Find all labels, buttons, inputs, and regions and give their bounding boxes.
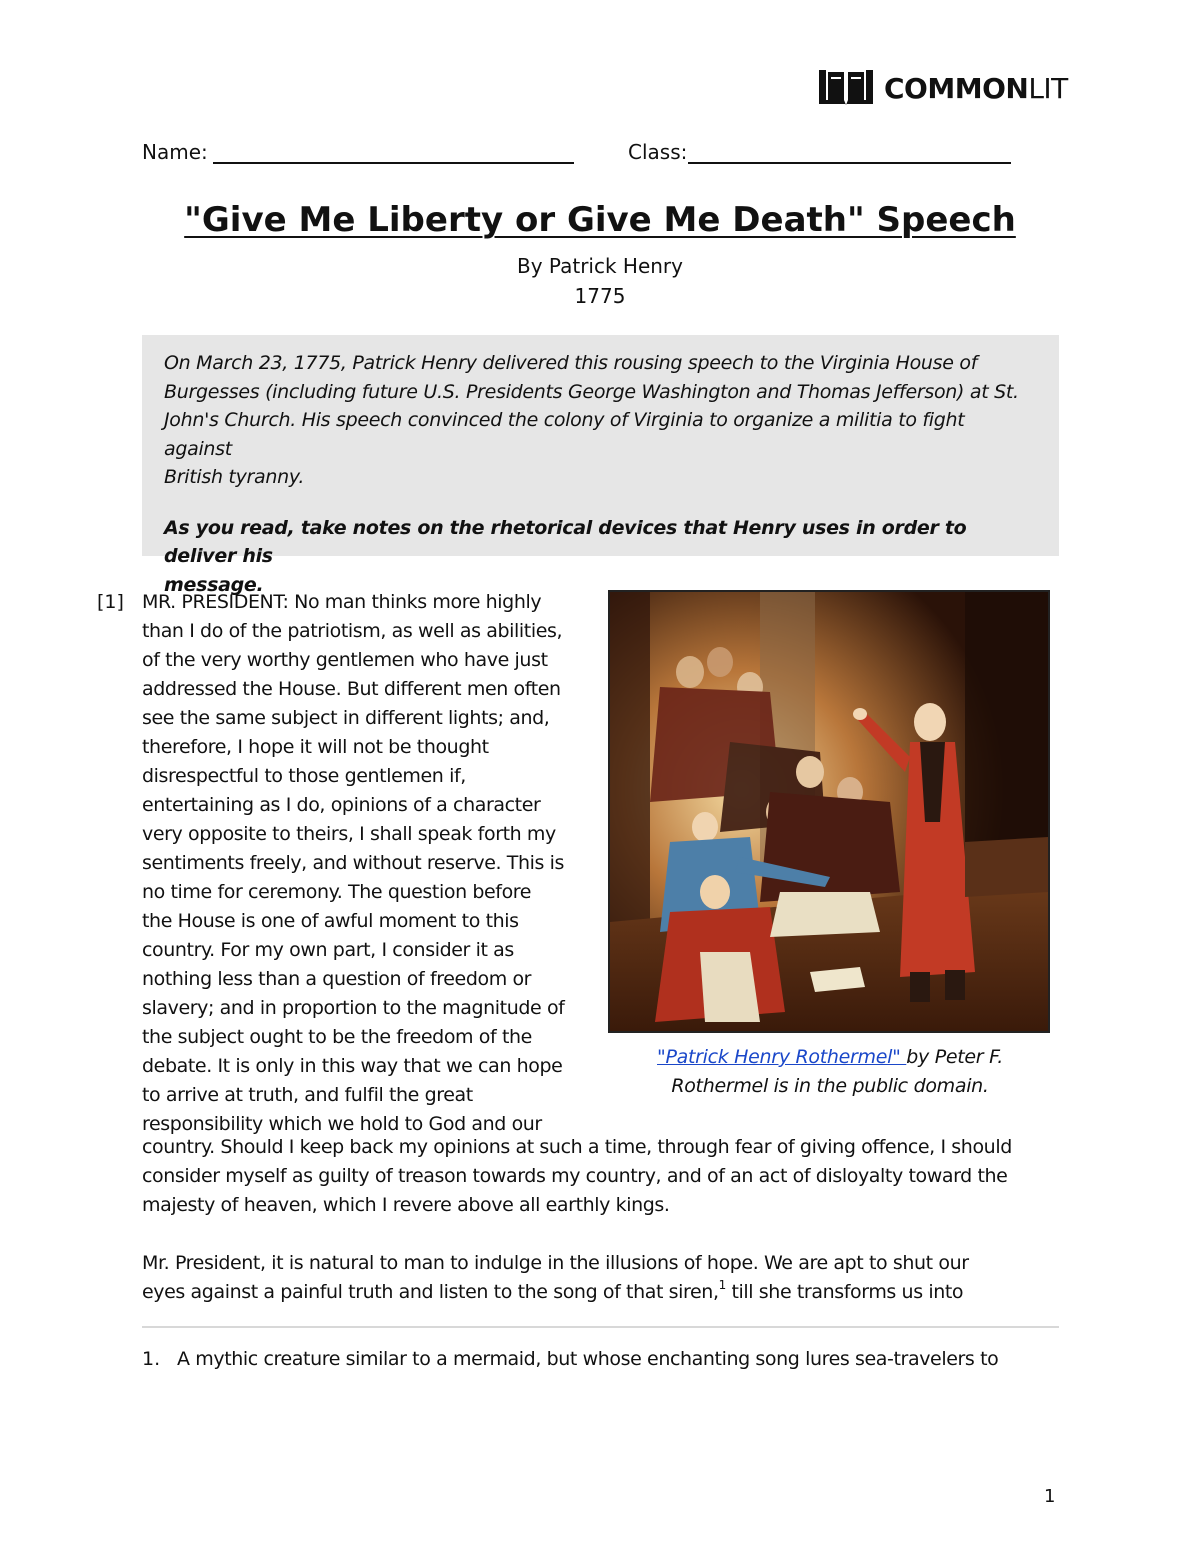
text-line: slavery; and in proportion to the magnitude of	[142, 997, 565, 1019]
intro-line: John's Church. His speech convinced the colony of Virginia to organize a militia to fight against	[164, 409, 965, 460]
painting-illustration	[610, 592, 1048, 1031]
text-line: responsibility which we hold to God and our	[142, 1113, 542, 1135]
year: 1775	[574, 284, 626, 308]
document-title: "Give Me Liberty or Give Me Death" Speech	[184, 200, 1016, 240]
text-line: country. For my own part, I consider it as	[142, 939, 514, 961]
class-field[interactable]	[688, 162, 1011, 164]
page-number: 1	[1044, 1486, 1056, 1507]
paragraph-1-wrapped	[142, 588, 597, 1139]
intro-line: British tyranny.	[164, 466, 305, 488]
text-segment: eyes against a painful truth and listen to the song of that siren,	[142, 1281, 719, 1303]
name-label: Name:	[142, 140, 208, 164]
footnote-ref[interactable]: 1	[718, 1278, 726, 1292]
instructions-line: message.	[164, 573, 264, 596]
paragraph-number: [1]	[97, 591, 124, 613]
patrick-henry-painting	[608, 590, 1050, 1033]
intro-line: Burgesses (including future U.S. Presidents George Washington and Thomas Jefferson) at St.	[164, 380, 1019, 403]
instructions-line: As you read, take notes on the rhetorical devices that Henry uses in order to deliver his	[164, 516, 967, 567]
text-line: country. Should I keep back my opinions at such a time, through fear of giving offence, I should	[142, 1136, 1012, 1158]
text-line: sentiments freely, and without reserve. This is	[142, 852, 565, 874]
text-line: therefore, I hope it will not be thought	[142, 736, 489, 758]
image-caption	[600, 1043, 1060, 1101]
caption-text: by Peter F.	[906, 1046, 1003, 1068]
intro-text	[164, 349, 1037, 492]
text-line: than I do of the patriotism, as well as abilities,	[142, 620, 563, 642]
paragraph-2	[142, 1249, 1062, 1307]
footnote-number: 1.	[142, 1348, 161, 1370]
footnote-divider	[142, 1326, 1059, 1328]
footnote-text: A mythic creature similar to a mermaid, but whose enchanting song lures sea-travelers to	[177, 1348, 999, 1370]
text-line: nothing less than a question of freedom or	[142, 968, 532, 990]
image-source-link[interactable]: "Patrick Henry Rothermel"	[657, 1046, 907, 1068]
name-field[interactable]	[213, 162, 574, 164]
text-line: consider myself as guilty of treason towards my country, and of an act of disloyalty toward the	[142, 1165, 1008, 1187]
class-label: Class:	[628, 140, 688, 164]
text-line: Mr. President, it is natural to man to indulge in the illusions of hope. We are apt to shut our	[142, 1252, 969, 1274]
commonlit-logo	[818, 68, 1068, 108]
intro-line: On March 23, 1775, Patrick Henry delivered this rousing speech to the Virginia House of	[164, 352, 978, 374]
text-line: the House is one of awful moment to this	[142, 910, 519, 932]
text-segment: till she transforms us into	[725, 1281, 964, 1303]
caption-text: Rothermel is in the public domain.	[671, 1075, 989, 1097]
book-icon	[818, 69, 874, 107]
byline: By Patrick Henry	[517, 254, 683, 278]
text-line: to arrive at truth, and fulfil the great	[142, 1084, 473, 1106]
logo-text: COMMONLIT	[884, 71, 1068, 105]
intro-instructions	[164, 514, 1037, 600]
text-line	[142, 1278, 1062, 1307]
text-line: majesty of heaven, which I revere above all earthly kings.	[142, 1194, 670, 1216]
text-line: see the same subject in different lights; and,	[142, 707, 550, 729]
text-line: addressed the House. But different men often	[142, 678, 561, 700]
text-line: very opposite to theirs, I shall speak forth my	[142, 823, 556, 845]
text-line: disrespectful to those gentlemen if,	[142, 765, 466, 787]
text-line: no time for ceremony. The question before	[142, 881, 532, 903]
text-line: MR. PRESIDENT: No man thinks more highly	[142, 591, 542, 613]
intro-box	[142, 335, 1059, 596]
paragraph-1-continued	[142, 1133, 1062, 1220]
text-line: entertaining as I do, opinions of a character	[142, 794, 541, 816]
text-line: the subject ought to be the freedom of the	[142, 1026, 532, 1048]
text-line: debate. It is only in this way that we can hope	[142, 1055, 563, 1077]
text-line: of the very worthy gentlemen who have just	[142, 649, 548, 671]
